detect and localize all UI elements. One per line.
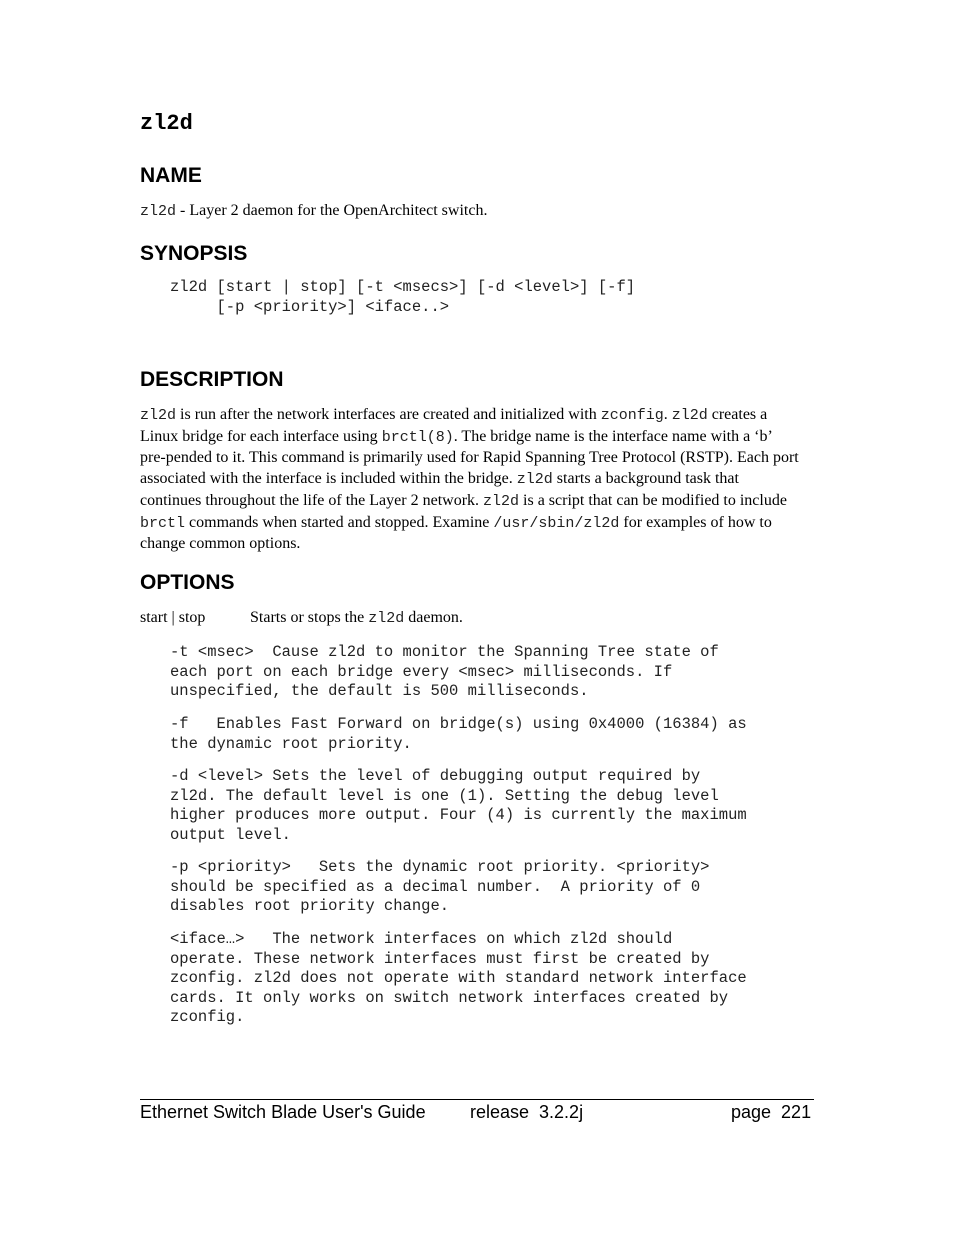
synopsis-code <box>170 278 635 317</box>
option-desc: Starts or stops the <box>250 609 369 626</box>
desc-text: commands when started and stopped. Examine <box>185 513 494 531</box>
options-heading: OPTIONS <box>140 571 235 594</box>
description-paragraph <box>140 405 800 555</box>
desc-cmd: brctl(8) <box>381 428 454 446</box>
footer-rule <box>140 1099 814 1100</box>
name-text <box>140 201 800 223</box>
option-desc-cmd: zl2d <box>368 610 405 627</box>
synopsis-line-2: [-p <priority>] <iface..> <box>170 297 450 316</box>
desc-text: for examples of how to change common options. <box>140 513 772 553</box>
description-heading: DESCRIPTION <box>140 368 284 391</box>
synopsis-heading: SYNOPSIS <box>140 242 248 265</box>
name-description: - Layer 2 daemon for the OpenArchitect switch. <box>176 202 488 219</box>
option-term: start | stop <box>140 609 206 626</box>
desc-cmd: zl2d <box>671 407 708 424</box>
option-t: -t <msec> Cause zl2d to monitor the Spanning Tree state of each port on each bridge every <msec> milliseconds. If unspecified, the default is 500 milliseconds. <box>170 643 719 700</box>
option-start-stop <box>140 607 463 630</box>
desc-text: is a script that can be modified to include <box>519 491 787 509</box>
option-iface: <iface…> The network interfaces on which zl2d should operate. These network interfaces must first be created by zconfig. zl2d does not operate with standard network interface cards. It only works on switch network interfaces created by zconfig. <box>170 930 747 1026</box>
desc-text: is run after the network interfaces are created and initialized with <box>176 406 601 423</box>
option-f: -f Enables Fast Forward on bridge(s) using 0x4000 (16384) as the dynamic root priority. <box>170 715 747 753</box>
option-d: -d <level> Sets the level of debugging output required by zl2d. The default level is one (1). Setting the debug level higher produces more output. Four (4) is currently the maximum output level. <box>170 767 747 844</box>
desc-cmd: zl2d <box>516 471 553 489</box>
name-heading: NAME <box>140 164 202 187</box>
desc-cmd: zconfig <box>600 407 664 424</box>
synopsis-line-1: zl2d [start | stop] [-t <msecs>] [-d <level>] [-f] <box>170 278 636 296</box>
footer-page-number: page 221 <box>731 1102 812 1122</box>
name-command: zl2d <box>140 203 177 220</box>
footer-guide-title: Ethernet Switch Blade User's Guide <box>140 1102 426 1122</box>
desc-path: /usr/sbin/zl2d <box>493 514 620 532</box>
footer-release: release 3.2.2j <box>470 1102 584 1122</box>
desc-cmd: zl2d <box>483 492 520 510</box>
desc-text: creates a Linux bridge for each interface using <box>140 406 768 445</box>
option-desc: daemon. <box>404 609 463 626</box>
desc-cmd: brctl <box>140 514 186 532</box>
page-title: zl2d <box>140 111 193 136</box>
desc-text: starts a background task that continues throughout the life of the Layer 2 network. <box>140 470 739 509</box>
desc-text: . <box>663 406 672 423</box>
desc-cmd: zl2d <box>140 407 177 424</box>
desc-text: . The bridge name is the interface name with a ‘b’ pre-pended to it. This command is primarily used for Rapid Spanning Tree Protocol (RSTP). Each port associated with the interface is included within the bridge. <box>140 427 799 488</box>
option-p: -p <priority> Sets the dynamic root priority. <priority> should be specified as a decimal number. A priority of 0 disables root priority change. <box>170 858 710 915</box>
